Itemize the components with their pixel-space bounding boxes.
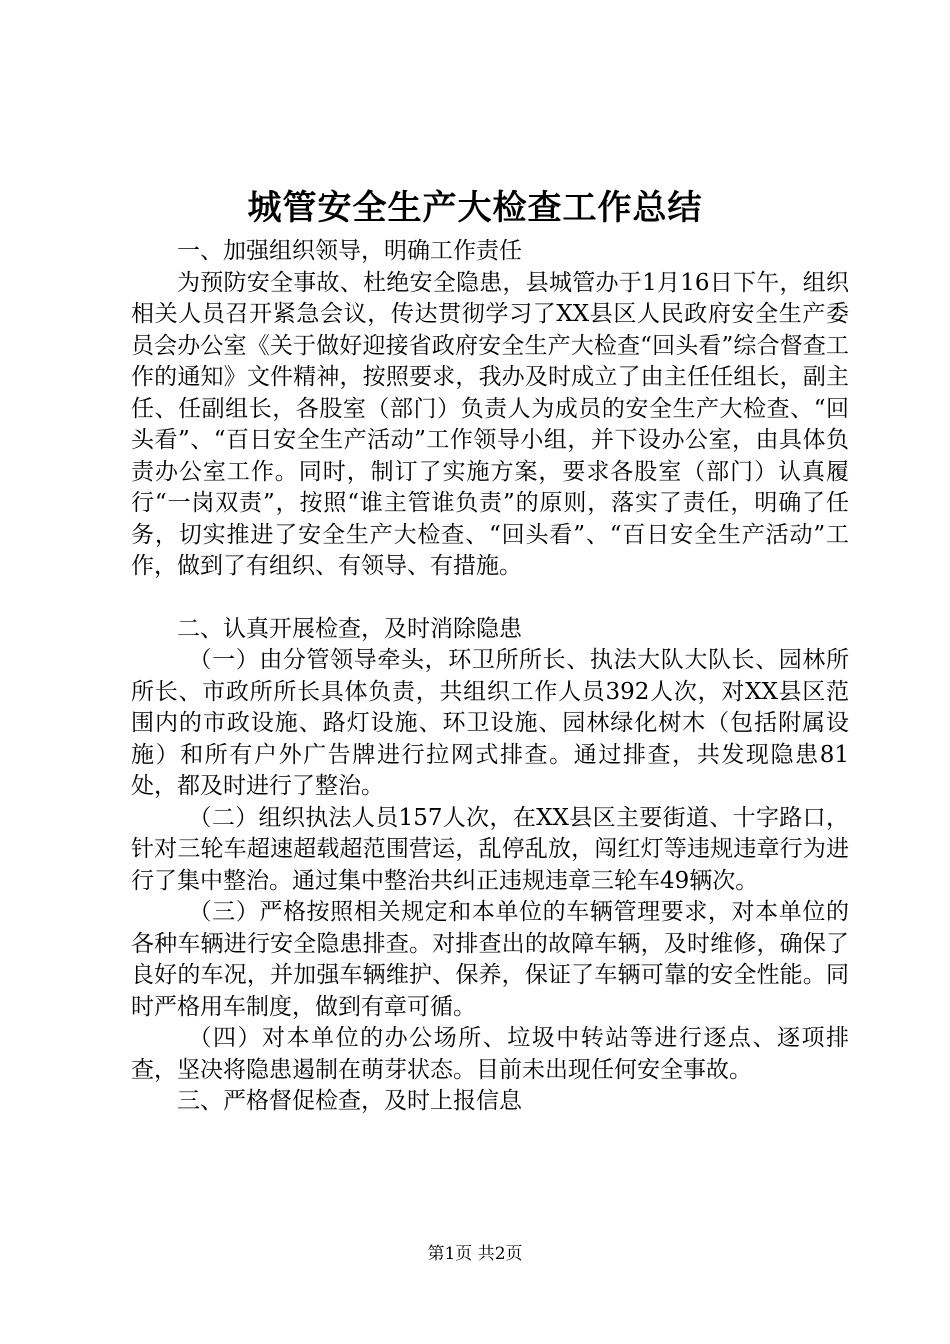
section-heading: 三、严格督促检查，及时上报信息 (177, 1088, 522, 1114)
page-footer: 第1页 共2页 (427, 1244, 523, 1264)
paragraph: （二）组织执法人员157人次，在XX县区主要街道、十字路口，针对三轮车超速超载超范围营运，乱停乱放，闯红灯等违规违章行为进行了集中整治。通过集中整治共纠正违规违章三轮车49辆次。 (131, 804, 849, 894)
section-heading: 二、认真开展检查，及时消除隐患 (177, 615, 522, 642)
paragraph: 为预防安全事故、杜绝安全隐患，县城管办于1月16日下午，组织相关人员召开紧急会议，传达贯彻学习了XX县区人民政府安全生产委员会办公室《关于做好迎接省政府安全生产大检查“回头看”综合督查工作的通知》文件精神，按照要求，我办及时成立了由主任任组长，副主任、任副组长，各股室（部门）负责人为成员的安全生产大检查、“回头看”、“百日安全生产活动”工作领导小组，并下设办公室，由具体负责办公室工作。同时，制订了实施方案，要求各股室（部门）认真履行“一岗双责”，按照“谁主管谁负责”的原则，落实了责任，明确了任务，切实推进了安全生产大检查、“回头看”、“百日安全生产活动”工作，做到了有组织、有领导、有措施。 (131, 269, 849, 579)
paragraph: （三）严格按照相关规定和本单位的车辆管理要求，对本单位的各种车辆进行安全隐患排查。对排查出的故障车辆，及时维修，确保了良好的车况，并加强车辆维护、保养，保证了车辆可靠的安全性能。同时严格用车制度，做到有章可循。 (131, 899, 849, 1020)
paragraph: （四）对本单位的办公场所、垃圾中转站等进行逐点、逐项排查，坚决将隐患遏制在萌芽状态。目前未出现任何安全事故。 (131, 1025, 849, 1083)
section-2 (131, 614, 849, 1087)
section-heading: 一、加强组织领导，明确工作责任 (177, 238, 522, 264)
section-3 (131, 1086, 849, 1118)
document-body (131, 236, 849, 1118)
section-1 (131, 236, 849, 583)
paragraph: （一）由分管领导牵头，环卫所所长、执法大队大队长、园林所所长、市政所所长具体负责，共组织工作人员392人次，对XX县区范围内的市政设施、路灯设施、环卫设施、园林绿化树木（包括附属设施）和所有户外广告牌进行拉网式排查。通过排查，共发现隐患81处，都及时进行了整治。 (131, 647, 849, 799)
document-title: 城管安全生产大检查工作总结 (247, 188, 703, 228)
